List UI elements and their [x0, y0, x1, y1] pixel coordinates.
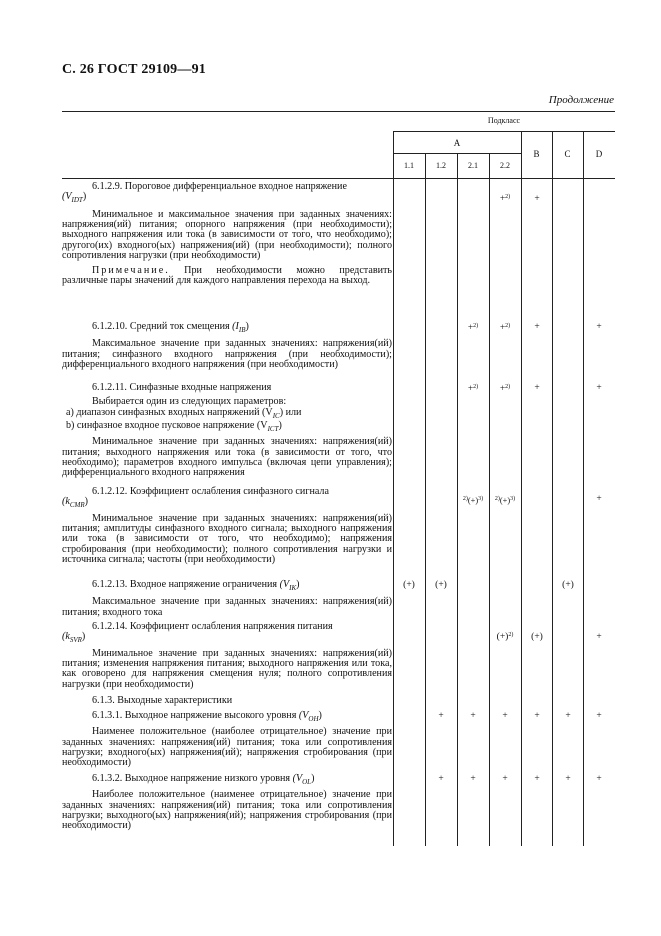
mark-b: + [534, 383, 540, 393]
mark-d: + [596, 711, 602, 721]
mark-d: + [596, 774, 602, 784]
param-body: Минимальное значение при заданных значениях: напряжения(ий) питания; выходного напряжения или тока (в зависимости от того, что необходимо); параметров входного импульса (включая цепи управления); дифференциального входного напряжения [62, 436, 392, 479]
mark-2-1: + [470, 774, 476, 784]
param-title: 6.1.2.14. Коэффициент ослабления напряжения питания [92, 621, 333, 632]
param-body: Минимальное значение при заданных значениях: напряжения(ий) питания; амплитуды синфазного входного сигнала; выходного напряжения или тока (в зависимости от того, что необходимо); напряжения стробирования (при необходимости); полного сопротивления нагрузки и источника сигнала; частоты (при необходимости) [62, 512, 392, 565]
param-title: 6.1.2.9. Пороговое дифференциальное входное напряжение [92, 181, 347, 192]
param-body: Наименее положительное (наиболее отрицательное) значение при заданных значениях: напряжения(ий) питания; тока или сопротивления нагрузки; входного(ых) напряжения(ий); напряжения стробирования (при необходимости) [62, 726, 392, 769]
mark-2-1: +$^{2)}$ [467, 323, 479, 333]
mark-1-2: + [438, 774, 444, 784]
mark-b: + [534, 711, 540, 721]
table-row: 6.1.2.9. Пороговое дифференциальное входное напряжение $(V_{IDT})$ Минимальное и максимальное значения при заданных значениях: напряжения(ий) питания; опорного напряжения (при необходимости); выходного напряжения или тока (в зависимости от того, что необходимо); другого(их) входного(ых) напряжения(ий) (при необходимости); полного сопротивления нагрузки (при необходимости) Примечание. При необходимости можно представить различные пары значений для каждого направления перехода на выход. [62, 181, 392, 287]
note-label: Примечание. [92, 265, 170, 277]
mark-2-1: $^{2)}(+)^{3)}$ [462, 496, 484, 505]
mark-2-2: +$^{2)}$ [499, 194, 511, 204]
param-symbol: (V [279, 579, 290, 590]
continuation-label: Продолжение [548, 94, 614, 106]
table-row: 6.1.2.11. Синфазные входные напряжения Выбирается один из следующих параметров: а) диапазон синфазных входных напряжений $(V_{IC})$ или b) синфазное входное пусковое напряжение $(V_{ICT})$ Минимальное значение при заданных значениях: напряжения(ий) питания; выходного напряжения или тока (в зависимости от того, что необходимо); параметров входного импульса (включая цепи управления); дифференциального входного напряжения [62, 382, 392, 479]
section-heading-row [62, 696, 392, 706]
col-divider-1 [425, 153, 426, 846]
param-body: Максимальное значение при заданных значениях: напряжения(ий) питания; синфазного входного напряжения (при необходимости); дифференциального входного напряжения (при необходимости) [62, 338, 392, 370]
mark-2-1: + [470, 711, 476, 721]
note-text: При необходимости можно представить различные пары значений для каждого направления перехода на выход. [62, 265, 392, 287]
table-row: 6.1.2.14. Коэффициент ослабления напряжения питания $(k_{SVR})$ Минимальное значение при заданных значениях: напряжения(ий) питания; изменения напряжения питания; выходного напряжения или тока, как оговорено для напряжения смещения нуля; полного сопротивления нагрузки (при необходимости) [62, 621, 392, 690]
mark-1-1: (+) [403, 580, 415, 590]
param-symbol: (V [298, 710, 309, 721]
table-row: 6.1.3.1. Выходное напряжение высокого уровня $(V_{OH})$ Наименее положительное (наиболее отрицательное) значение при заданных значениях: напряжения(ий) питания; тока или сопротивления нагрузки; входного(ых) напряжения(ий); напряжения стробирования (при необходимости) [62, 710, 392, 769]
mark-1-2: + [438, 711, 444, 721]
col-header-b: В [533, 149, 540, 159]
param-body: Минимальное значение при заданных значениях: напряжения(ий) питания; изменения напряжения питания; выходного напряжения или тока, как оговорено для напряжения смещения нуля; полного сопротивления нагрузки (при необходимости) [62, 647, 392, 690]
param-title: 6.1.3.1. Выходное напряжение высокого уровня [92, 710, 297, 721]
table-row: 6.1.2.10. Средний ток смещения $(I_{IB})$ Максимальное значение при заданных значениях: напряжения(ий) питания; синфазного входного напряжения (при необходимости); дифференциального входного напряжения (при необходимости) [62, 321, 392, 370]
mark-c: + [565, 711, 571, 721]
table-row: 6.1.3.2. Выходное напряжение низкого уровня $(V_{OL})$ Наиболее положительное (наименее отрицательное) значение при заданных значениях: напряжения(ий) питания; тока или сопротивления нагрузки; выходного(ых) напряжения(ий); напряжения стробирования (при необходимости) [62, 773, 392, 832]
page-title: С. 26 ГОСТ 29109—91 [62, 62, 206, 77]
col-header-1-1: 1.1 [404, 161, 414, 170]
section-title: 6.1.3. Выходные характеристики [92, 695, 233, 706]
col-divider-5 [552, 131, 553, 846]
col-header-c: С [564, 149, 571, 159]
group-a-header: А [453, 138, 461, 148]
mark-d: + [596, 322, 602, 332]
col-divider-6 [583, 131, 584, 846]
mark-b: (+) [531, 632, 543, 642]
col-header-2-2: 2.2 [500, 161, 510, 170]
param-symbol: (k [62, 496, 70, 508]
mark-2-2: + [502, 711, 508, 721]
param-body: Максимальное значение при заданных значениях: напряжения(ий) питания; входного тока [62, 596, 392, 618]
param-title: 6.1.2.11. Синфазные входные напряжения [92, 382, 272, 393]
param-symbol: (k [62, 631, 70, 643]
subclass-rule [393, 131, 615, 132]
option-a: а) диапазон синфазных входных напряжений (V [66, 406, 273, 418]
mark-b: + [534, 322, 540, 332]
col-header-2-1: 2.1 [468, 161, 478, 170]
header-bottom-rule [62, 178, 615, 179]
option-b: b) синфазное входное пусковое напряжение (V [66, 419, 268, 431]
table-row: 6.1.2.12. Коэффициент ослабления синфазного сигнала $(k_{CMR})$ Минимальное значение при заданных значениях: напряжения(ий) питания; амплитуды синфазного входного сигнала; выходного напряжения или тока (в зависимости от того, что необходимо); напряжения стробирования (при необходимости); полного сопротивления нагрузки и источника сигнала; частоты (при необходимости) [62, 486, 392, 565]
mark-c: (+) [562, 580, 574, 590]
col-header-1-2: 1.2 [436, 161, 446, 170]
mark-d: + [596, 494, 602, 504]
param-symbol: (V [62, 191, 72, 203]
mark-2-2: $(+)^{2)}$ [496, 632, 514, 642]
mark-2-2: + [502, 774, 508, 784]
param-title: 6.1.2.12. Коэффициент ослабления синфазного сигнала [92, 486, 329, 497]
mark-c: + [565, 774, 571, 784]
mark-2-2: +$^{2)}$ [499, 384, 511, 394]
table-row: 6.1.2.13. Входное напряжение ограничения $(V_{IK})$ Максимальное значение при заданных значениях: напряжения(ий) питания; входного тока [62, 579, 392, 618]
param-symbol: (I [232, 321, 239, 332]
col-header-d: D [595, 149, 603, 159]
param-body: Наиболее положительное (наименее отрицательное) значение при заданных значениях: напряжения(ий) питания; тока или сопротивления нагрузки; выходного(ых) напряжения(ий); напряжения стробирования (при необходимости) [62, 789, 392, 832]
mark-b: + [534, 774, 540, 784]
col-divider-4 [521, 131, 522, 846]
param-title: 6.1.2.10. Средний ток смещения [92, 321, 230, 332]
mark-2-2: $^{2)}(+)^{3)}$ [494, 496, 516, 505]
mark-d: + [596, 632, 602, 642]
subclass-header: Подкласс [487, 116, 521, 125]
mark-2-2: +$^{2)}$ [499, 323, 511, 333]
table-top-rule [393, 111, 615, 112]
mark-d: + [596, 383, 602, 393]
mark-1-2: (+) [435, 580, 447, 590]
param-body: Минимальное и максимальное значения при заданных значениях: напряжения(ий) питания; опорного напряжения (при необходимости); выходного напряжения или тока (в зависимости от того, что необходимо); другого(их) входного(ых) напряжения(ий) (при необходимости); полного сопротивления нагрузки (при необходимости) [62, 208, 392, 261]
mark-b: + [534, 194, 540, 204]
col-divider-0 [393, 131, 394, 846]
table-top-rule-left [62, 111, 393, 112]
param-title: 6.1.3.2. Выходное напряжение низкого уровня [92, 773, 291, 784]
param-intro: Выбирается один из следующих параметров: [92, 396, 287, 408]
param-symbol: (V [292, 773, 303, 784]
mark-2-1: +$^{2)}$ [467, 384, 479, 394]
param-title: 6.1.2.13. Входное напряжение ограничения [92, 579, 278, 590]
